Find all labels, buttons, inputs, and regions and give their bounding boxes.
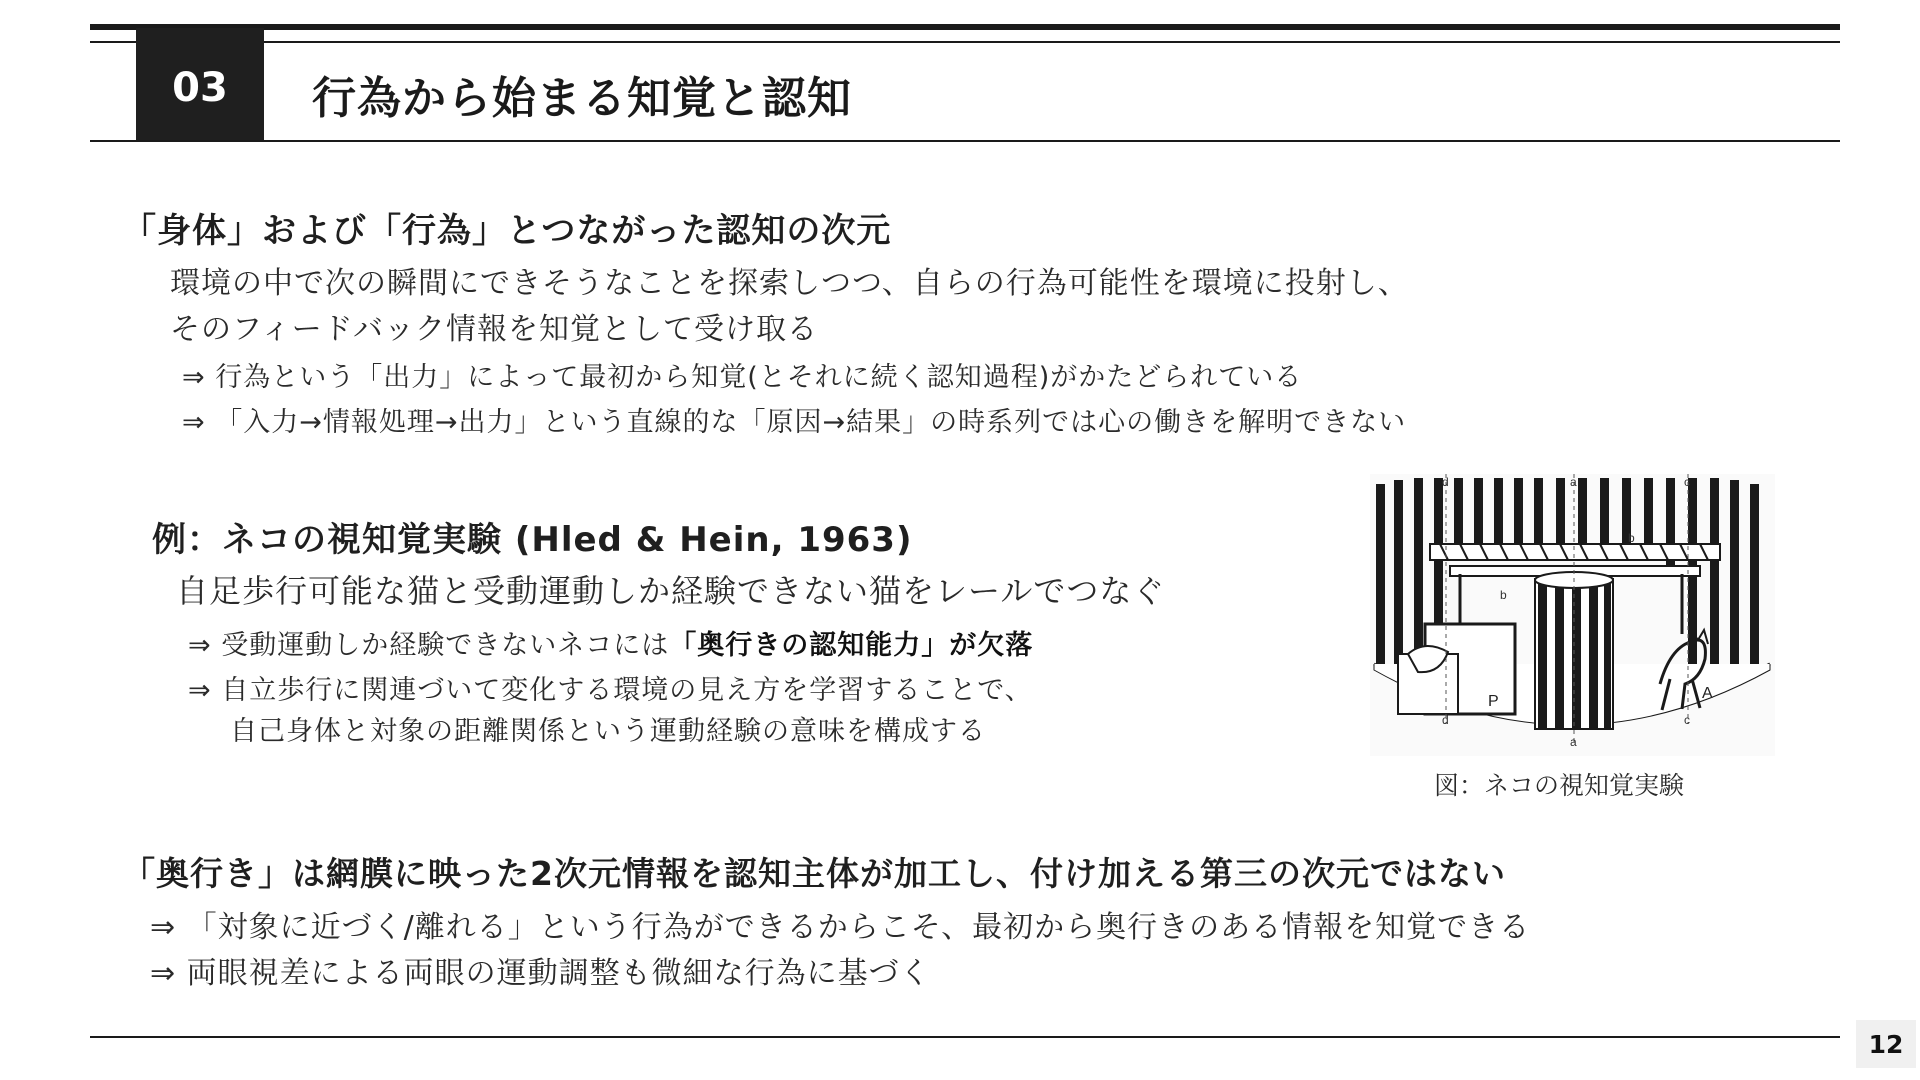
label-d-bottom: d <box>1442 713 1449 727</box>
section1-heading: 「身体」および「行為」とつながった認知の次元 <box>122 211 892 251</box>
footer-rule <box>90 1036 1840 1038</box>
section1-bullet2: ⇒ 「入力→情報処理→出力」という直線的な「原因→結果」の時系列では心の働きを解明できない <box>182 407 1407 438</box>
cat-experiment-figure <box>1370 474 1775 756</box>
page-number-badge <box>1856 1020 1916 1068</box>
header-top-rule <box>90 24 1840 30</box>
section2-heading: 例：ネコの視知覚実験 (Hled & Hein, 1963) <box>152 520 913 560</box>
section3-bullet1: ⇒ 「対象に近づく/離れる」という行為ができるからこそ、最初から奥行きのある情報を知覚できる <box>150 910 1531 945</box>
label-passive-cat: P <box>1488 693 1499 710</box>
header-bottom-rule <box>90 140 1840 142</box>
label-b-side: b <box>1500 588 1507 602</box>
page-number: 12 <box>1868 1029 1904 1059</box>
label-active-cat: A <box>1702 685 1713 702</box>
section2-bullet1-text: ⇒ 受動運動しか経験できないネコには <box>188 630 670 661</box>
section-number: 03 <box>172 65 228 111</box>
section2-line1: 自足歩行可能な猫と受動運動しか経験できない猫をレールでつなぐ <box>176 572 1166 610</box>
section2-bullet1-emphasis: 「奥行きの認知能力」が欠落 <box>669 630 1034 661</box>
section1-line1: 環境の中で次の瞬間にできそうなことを探索しつつ、自らの行為可能性を環境に投射し、 <box>170 266 1409 301</box>
section1-bullet1: ⇒ 行為という「出力」によって最初から知覚(とそれに続く認知過程)がかたどられている <box>182 362 1303 393</box>
label-c-bottom: c <box>1684 713 1690 727</box>
label-b-rod: b <box>1628 531 1635 545</box>
label-d-top: d <box>1442 475 1449 489</box>
section3-heading: 「奥行き」は網膜に映った2次元情報を認知主体が加工し、付け加える第三の次元ではない <box>122 854 1506 893</box>
section1-line2: そのフィードバック情報を知覚として受け取る <box>170 312 818 347</box>
cat-carousel-illustration <box>1370 474 1775 756</box>
section2-bullet2-line2: 自己身体と対象の距離関係という運動経験の意味を構成する <box>230 716 986 747</box>
header-thin-rule <box>90 41 1840 43</box>
label-a-top: a <box>1570 475 1577 489</box>
section-number-badge <box>136 28 264 140</box>
section2-bullet1 <box>188 623 1033 662</box>
section3-bullet2: ⇒ 両眼視差による両眼の運動調整も微細な行為に基づく <box>150 956 931 991</box>
slide-title: 行為から始まる知覚と認知 <box>312 73 852 124</box>
label-a-bottom: a <box>1570 735 1577 749</box>
figure-caption: 図：ネコの視知覚実験 <box>1434 771 1685 800</box>
label-c-top: c <box>1684 475 1690 489</box>
section2-bullet2-line1: ⇒ 自立歩行に関連づいて変化する環境の見え方を学習することで、 <box>188 675 1033 706</box>
